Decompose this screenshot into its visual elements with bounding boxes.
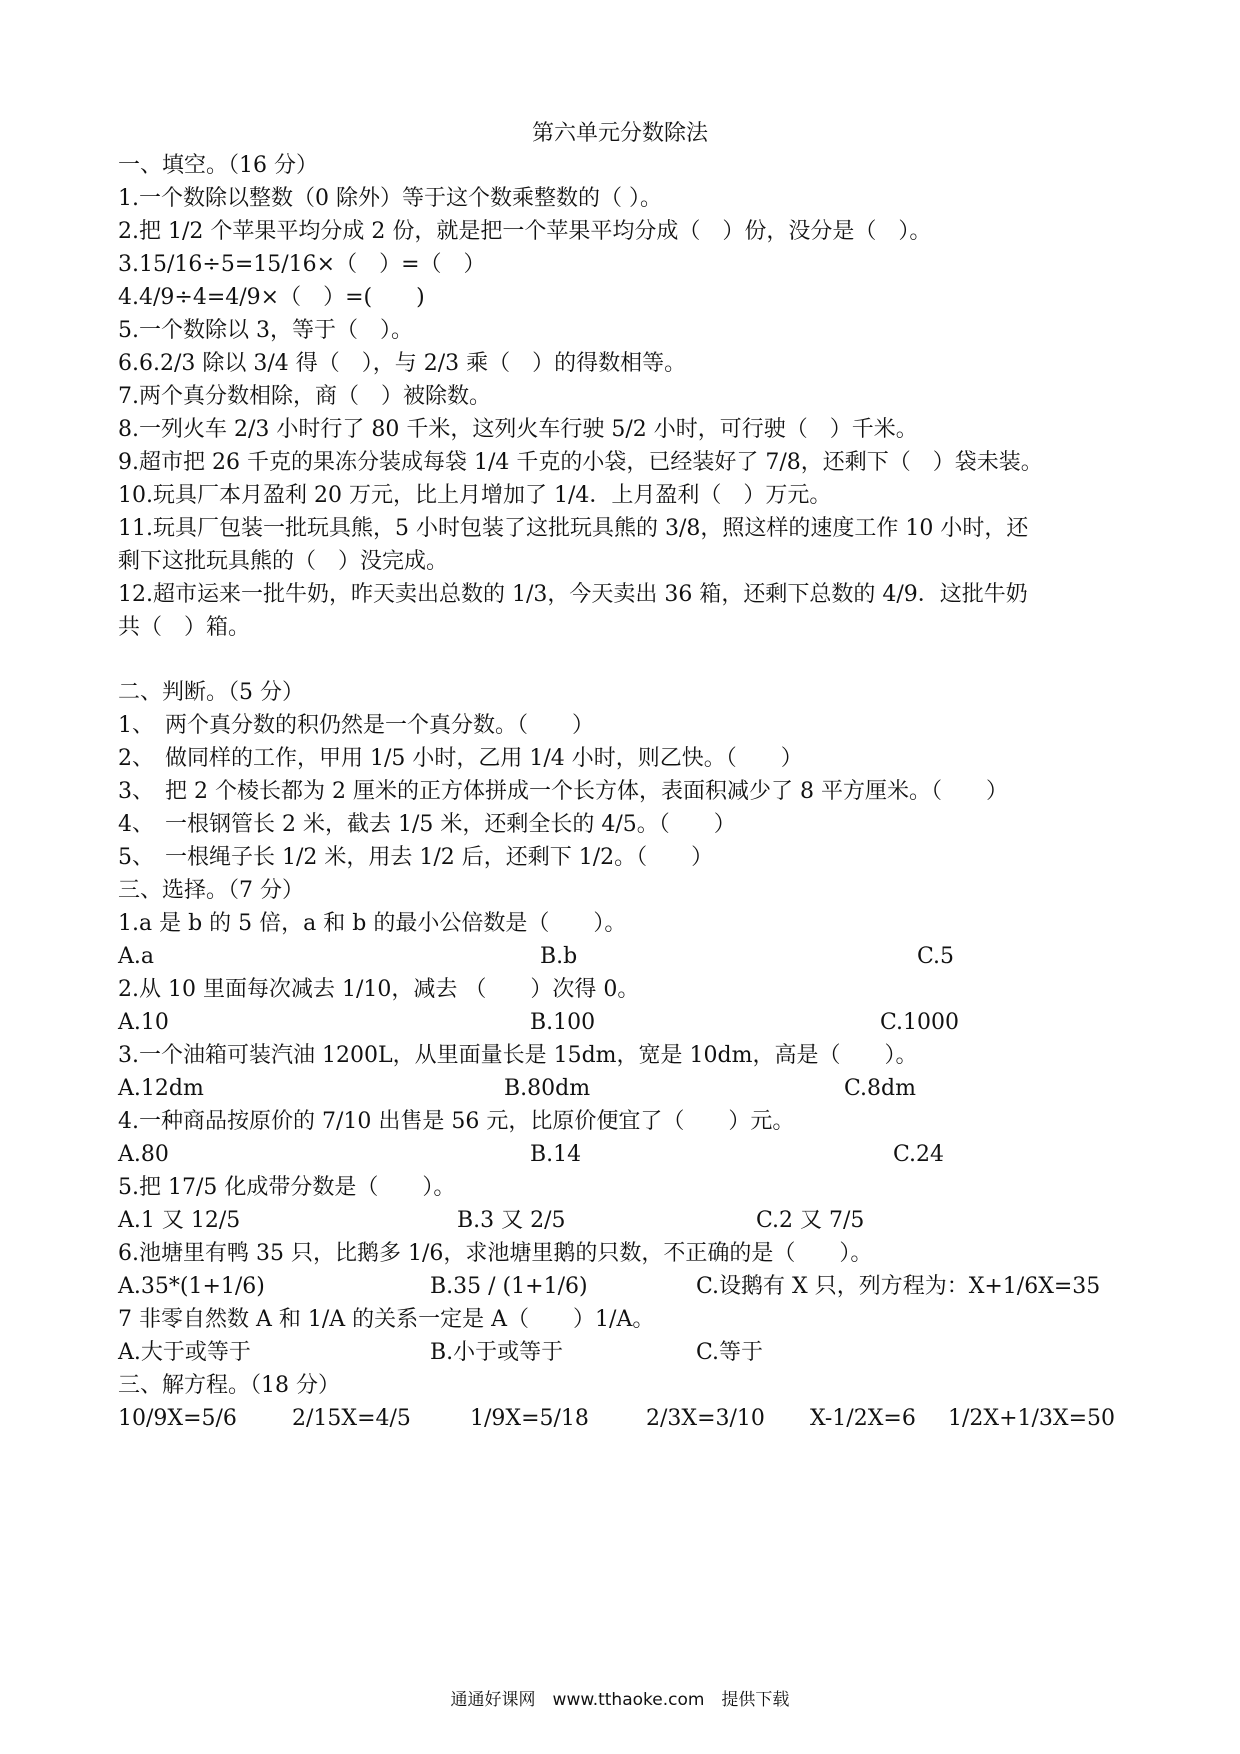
choice-option-c: C.设鹅有 X 只，列方程为：X+1/6X=35	[696, 1274, 1101, 1299]
fill-blank-item: 剩下这批玩具熊的（ ）没完成。	[118, 549, 449, 574]
page-footer: 通通好课网 www.tthaoke.com 提供下载	[450, 1690, 790, 1710]
choice-option-a: A.80	[118, 1142, 169, 1167]
fill-blank-item: 12.超市运来一批牛奶，昨天卖出总数的 1/3，今天卖出 36 箱，还剩下总数的 4/9．这批牛奶	[118, 582, 1028, 607]
equation: 1/9X=5/18	[470, 1406, 589, 1431]
fill-blank-item: 9.超市把 26 千克的果冻分装成每袋 1/4 千克的小袋，已经装好了 7/8，还剩下（ ）袋未装。	[118, 450, 1043, 475]
judge-item: 1、 两个真分数的积仍然是一个真分数。（ ）	[118, 713, 594, 738]
choice-option-c: C.2 又 7/5	[756, 1208, 865, 1233]
choice-option-a: A.大于或等于	[118, 1340, 251, 1365]
choice-question: 4.一种商品按原价的 7/10 出售是 56 元，比原价便宜了（ ）元。	[118, 1109, 795, 1134]
fill-blank-item: 共（ ）箱。	[118, 615, 251, 640]
equation: 1/2X+1/3X=50	[948, 1406, 1115, 1431]
choice-option-b: B.3 又 2/5	[457, 1208, 566, 1233]
judge-item: 4、 一根钢管长 2 米，截去 1/5 米，还剩全长的 4/5。（ ）	[118, 812, 736, 837]
fill-blank-item: 6.6.2/3 除以 3/4 得（ ），与 2/3 乘（ ）的得数相等。	[118, 351, 687, 376]
fill-blank-item: 7.两个真分数相除，商（ ）被除数。	[118, 384, 491, 409]
choice-option-b: B.14	[530, 1142, 582, 1167]
choice-question: 5.把 17/5 化成带分数是（ ）。	[118, 1175, 456, 1200]
section-heading-equations: 三、解方程。（18 分）	[118, 1373, 340, 1398]
section-heading-judge: 二、判断。（5 分）	[118, 680, 304, 705]
choice-question: 3.一个油箱可装汽油 1200L，从里面量长是 15dm，宽是 10dm，高是（ ）。	[118, 1043, 918, 1068]
equation: 2/15X=4/5	[292, 1406, 411, 1431]
fill-blank-item: 5.一个数除以 3，等于（ ）。	[118, 318, 413, 343]
equation: X-1/2X=6	[810, 1406, 916, 1431]
judge-item: 5、 一根绳子长 1/2 米，用去 1/2 后，还剩下 1/2。（ ）	[118, 845, 714, 870]
choice-option-b: B.100	[530, 1010, 596, 1035]
choice-question: 6.池塘里有鸭 35 只，比鹅多 1/6，求池塘里鹅的只数，不正确的是（ ）。	[118, 1241, 873, 1266]
equation: 10/9X=5/6	[118, 1406, 237, 1431]
choice-option-c: C.8dm	[844, 1076, 916, 1101]
choice-option-c: C.24	[893, 1142, 945, 1167]
choice-option-b: B.35 / (1+1/6)	[430, 1274, 588, 1299]
page-title: 第六单元分数除法	[531, 121, 708, 146]
choice-option-a: A.10	[118, 1010, 169, 1035]
choice-option-b: B.80dm	[504, 1076, 591, 1101]
fill-blank-item: 4.4/9÷4=4/9×（ ）=( )	[118, 285, 425, 310]
choice-question: 7 非零自然数 A 和 1/A 的关系一定是 A（ ）1/A。	[118, 1307, 655, 1332]
choice-option-c: C.等于	[696, 1340, 764, 1365]
judge-item: 2、 做同样的工作，甲用 1/5 小时，乙用 1/4 小时，则乙快。（ ）	[118, 746, 803, 771]
choice-option-b: B.b	[540, 944, 578, 969]
choice-question: 2.从 10 里面每次减去 1/10，减去 （ ）次得 0。	[118, 977, 640, 1002]
fill-blank-item: 11.玩具厂包装一批玩具熊，5 小时包装了这批玩具熊的 3/8，照这样的速度工作 10 小时，还	[118, 516, 1029, 541]
choice-option-a: A.35*(1+1/6)	[118, 1274, 265, 1299]
section-heading-fill-blank: 一、填空。（16 分）	[118, 153, 318, 178]
fill-blank-item: 10.玩具厂本月盈利 20 万元，比上月增加了 1/4．上月盈利（ ）万元。	[118, 483, 832, 508]
choice-option-a: A.12dm	[118, 1076, 204, 1101]
choice-option-c: C.5	[917, 944, 955, 969]
equation: 2/3X=3/10	[646, 1406, 765, 1431]
choice-question: 1.a 是 b 的 5 倍，a 和 b 的最小公倍数是（ ）。	[118, 911, 627, 936]
choice-option-c: C.1000	[880, 1010, 960, 1035]
choice-option-b: B.小于或等于	[430, 1340, 564, 1365]
judge-item: 3、 把 2 个棱长都为 2 厘米的正方体拼成一个长方体，表面积减少了 8 平方厘米。（ ）	[118, 779, 1008, 804]
fill-blank-item: 1.一个数除以整数（0 除外）等于这个数乘整数的（ ）。	[118, 186, 662, 211]
section-heading-choice: 三、选择。（7 分）	[118, 878, 304, 903]
fill-blank-item: 3.15/16÷5=15/16×（ ）=（ ）	[118, 252, 486, 277]
fill-blank-item: 2.把 1/2 个苹果平均分成 2 份，就是把一个苹果平均分成（ ）份，没分是（ ）。	[118, 219, 932, 244]
choice-option-a: A.a	[118, 944, 154, 969]
choice-option-a: A.1 又 12/5	[118, 1208, 241, 1233]
fill-blank-item: 8.一列火车 2/3 小时行了 80 千米，这列火车行驶 5/2 小时，可行驶（ ）千米。	[118, 417, 918, 442]
